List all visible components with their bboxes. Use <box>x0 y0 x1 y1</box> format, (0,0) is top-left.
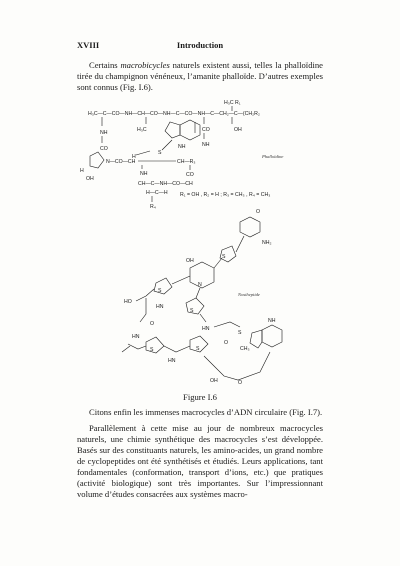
atom-hn-mid: HN <box>132 334 140 340</box>
phalloidine-top-chain: H₃C—C—CO—NH—CH—CO—NH—C—CO—NH—C—CH₂—C—(CH₂R₂ <box>88 111 260 117</box>
atom-s-thioester: S <box>238 330 242 336</box>
atom-h3c-mid: H₃C <box>137 127 147 133</box>
atom-o-left: O <box>150 321 155 327</box>
atom-oh-top: OH <box>234 127 242 133</box>
atom-h-left: H <box>80 168 84 174</box>
intro-text-a: Certains <box>89 60 121 70</box>
atom-hn-left: HN <box>156 304 164 310</box>
atom-oh-ring: OH <box>86 176 94 182</box>
synthetic-macrocycles-paragraph: Parallèlement à cette mise au jour de nombreux macrocycles naturels, une chimie synthétique des macrocycles s’est développée. Basés sur des constituants naturels, les amino-acides, un grand nombre de cyclopeptides ont été synthétisés et étudiés. Leurs applications, tant fondamentales (conformation, transport d’ions, etc.) que pratiques (activité biologique) sont très importantes. Sur l’impressionnant volume d’études consacrées aux systèmes macro- <box>77 423 323 499</box>
substituent-definitions: R₁ = OH , R₂ = H ; R₃ = CH₃ , R₄ = CH₃ <box>180 192 271 198</box>
atom-hn-bottom: HN <box>168 358 176 364</box>
atom-h3c-r1: H₃C R₁ <box>224 100 241 106</box>
running-title: Introduction <box>176 40 224 50</box>
atom-o-thioester: O <box>224 340 229 346</box>
atom-s-thiazole-2: S <box>158 288 162 294</box>
atom-r4: R₄ <box>150 204 156 210</box>
atom-nh-indole: NH <box>178 144 186 150</box>
atom-ho-left: HO <box>124 299 132 305</box>
phalloidine-label: Phalloïdine <box>262 154 284 159</box>
atom-s-thiazole-5: S <box>196 346 200 352</box>
nosiheptide-structure <box>122 209 282 386</box>
figure-caption: Figure I.6 <box>183 392 217 402</box>
phalloidine-row-r3: CH—R₃ <box>177 159 196 165</box>
phalloidine-ring-row: N—CO—CH <box>106 159 136 165</box>
atom-s-bridge: S <box>158 150 162 156</box>
phalloidine-structure <box>80 100 283 210</box>
atom-nh2: NH₂ <box>262 240 272 246</box>
atom-oh-bottom: OH <box>210 378 218 384</box>
atom-co-left: CO <box>100 146 108 152</box>
atom-s-thiazole-4: S <box>150 347 154 353</box>
intro-emphasis: macrobicycles <box>120 60 170 70</box>
atom-o-ether: O <box>238 380 243 386</box>
atom-co-right: CO <box>202 127 210 133</box>
page-number: XVIII <box>77 40 100 50</box>
phalloidine-row-bottom: CH—C—NH—CO—CH <box>138 181 193 187</box>
atom-h-ring: H <box>132 154 136 160</box>
atom-nh-indole-right: NH <box>268 318 276 324</box>
nosiheptide-label: Nosiheptide <box>238 292 260 297</box>
atom-s-thiazole-3: S <box>190 308 194 314</box>
atom-s-thiazole-1: S <box>222 254 226 260</box>
atom-nh-left: NH <box>100 130 108 136</box>
phalloidine-co-c-h: H—C—H <box>146 190 168 196</box>
atom-o-top: O <box>256 209 261 215</box>
circular-dna-paragraph: Citons enfin les immenses macrocycles d’ADN circulaire (Fig. I.7). <box>89 407 323 417</box>
atom-n-pyridine: N <box>198 282 202 288</box>
atom-co-lower: CO <box>186 172 194 178</box>
atom-nh-lower: NH <box>140 171 148 177</box>
atom-nh-right: NH <box>202 142 210 148</box>
atom-oh-pyridine: OH <box>186 258 194 264</box>
atom-hn-center: HN <box>202 326 210 332</box>
atom-ch3-indole: CH₃ <box>240 346 250 352</box>
intro-text-b: naturels existent aussi, telles la phalloïdine tirée du champignon vénéneux, l’amanite phalloïde. D’autres exemples sont connus (Fig. I.6). <box>77 60 323 92</box>
